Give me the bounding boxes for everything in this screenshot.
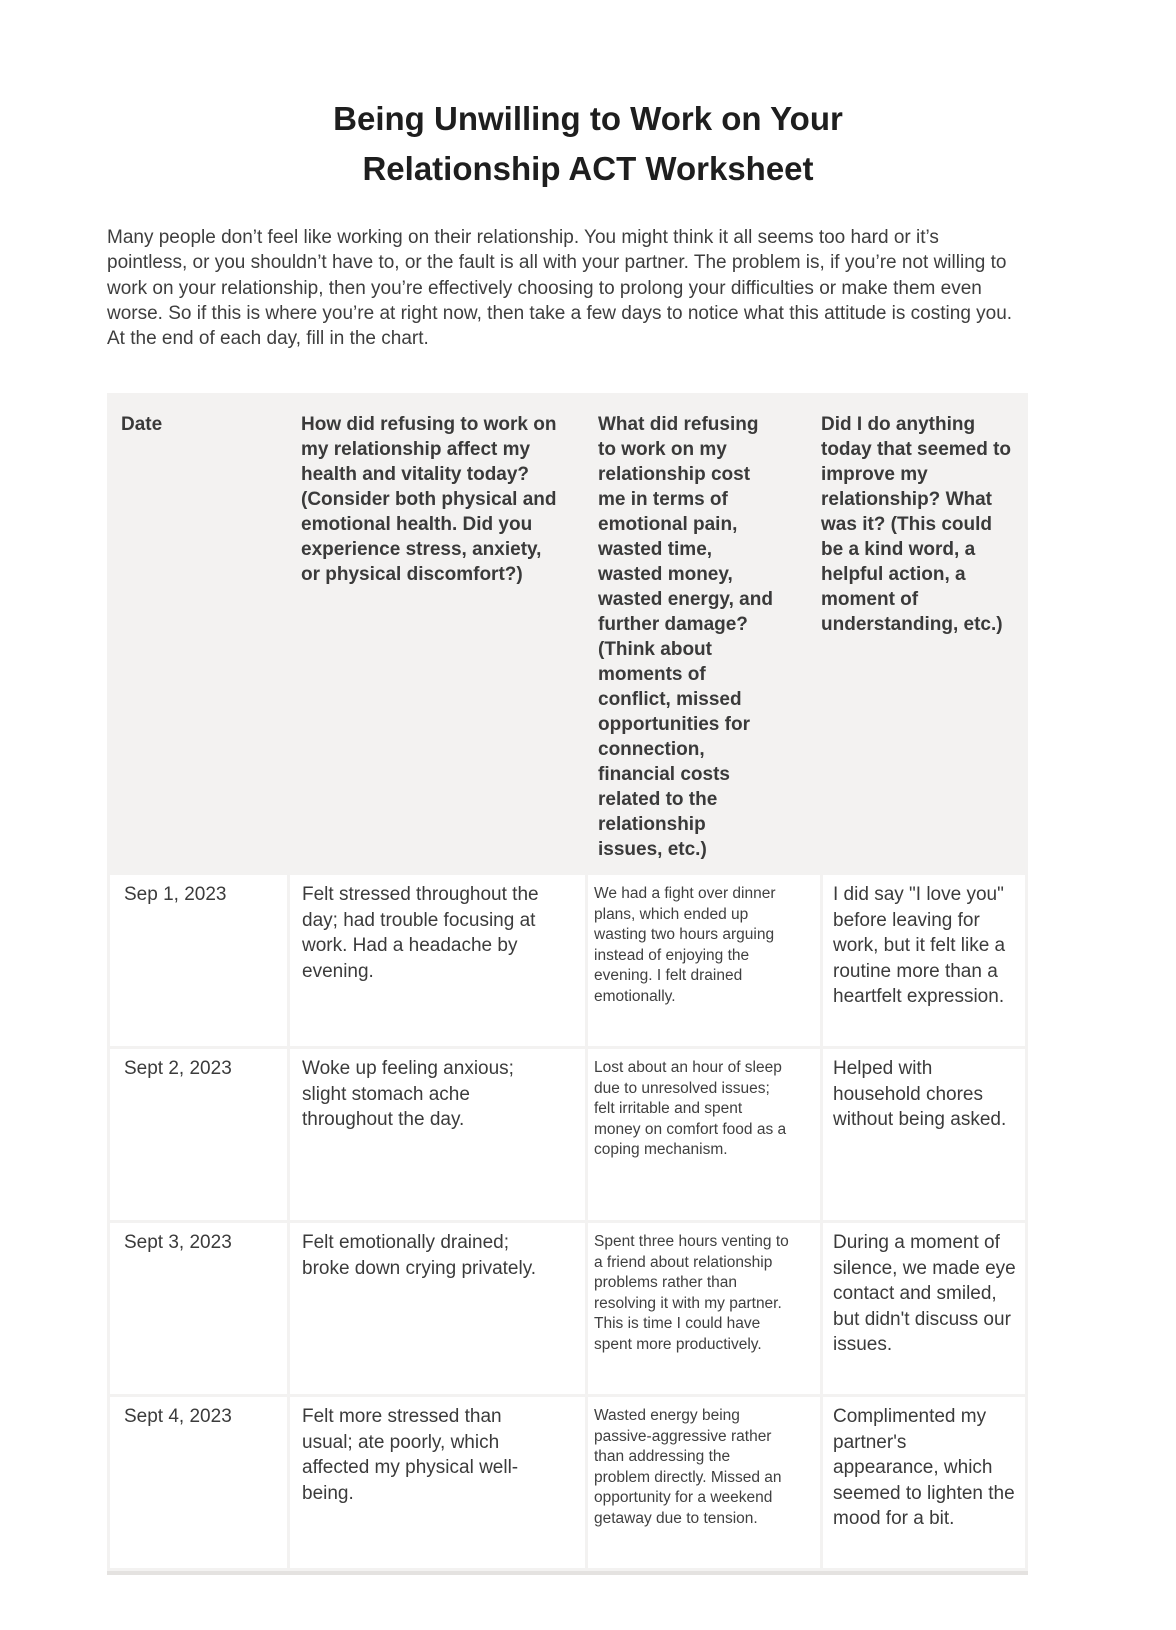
cell-date: Sept 2, 2023 [110,1049,287,1220]
cell-improve: I did say "I love you" before leaving for work, but it felt like a routine more than a heartfelt expression. [823,875,1025,1046]
cell-health: Felt more stressed than usual; ate poorly, which affected my physical well-being. [290,1397,585,1568]
table-row [110,875,1025,1046]
intro-paragraph: Many people don’t feel like working on their relationship. You might think it all seems too hard or it’s pointless, or you shouldn’t have to, or the fault is all with your partner. The problem is, if you’re not willing to work on your relationship, then you’re effectively choosing to prolong your difficulties or make them even worse. So if this is where you’re at right now, then take a few days to notice what this attitude is costing you. At the end of each day, fill in the chart. [107,227,1013,350]
table-row [110,1223,1025,1394]
cell-date: Sept 3, 2023 [110,1223,287,1394]
cell-date: Sept 4, 2023 [110,1397,287,1568]
cell-health: Woke up feeling anxious; slight stomach ache throughout the day. [290,1049,585,1220]
page-title-line-2: Relationship ACT Worksheet [362,150,814,187]
column-header-date: Date [121,414,163,435]
cell-improve: Helped with household chores without being asked. [823,1049,1025,1220]
column-header-improve: Did I do anything today that seemed to improve my relationship? What was it? (This could be a kind word, a helpful action, a moment of understanding, etc.) [821,414,1012,635]
column-header-health: How did refusing to work on my relationship affect my health and vitality today? (Consider both physical and emotional health. Did you experience stress, anxiety, or physical discomfort?) [301,414,557,585]
table-header-row [107,393,1028,872]
column-header-cost: What did refusing to work on my relationship cost me in terms of emotional pain, wasted time, wasted money, wasted energy, and further damage? (Think about moments of conflict, missed opportunities for connection, financial costs related to the relationship issues, etc.) [598,414,773,860]
table-row [110,1397,1025,1568]
table-row [110,1049,1025,1220]
cell-improve: Complimented my partner's appearance, which seemed to lighten the mood for a bit. [823,1397,1025,1568]
cell-cost: Lost about an hour of sleep due to unresolved issues; felt irritable and spent money on comfort food as a coping mechanism. [588,1049,820,1220]
cell-cost: Spent three hours venting to a friend about relationship problems rather than resolving it with my partner. This is time I could have spent more productively. [588,1223,820,1394]
cell-date: Sep 1, 2023 [110,875,287,1046]
cell-cost: Wasted energy being passive-aggressive rather than addressing the problem directly. Missed an opportunity for a weekend getaway due to tension. [588,1397,820,1568]
table-body [107,872,1028,1571]
cell-health: Felt emotionally drained; broke down crying privately. [290,1223,585,1394]
cell-cost: We had a fight over dinner plans, which ended up wasting two hours arguing instead of enjoying the evening. I felt drained emotionally. [588,875,820,1046]
cell-improve: During a moment of silence, we made eye contact and smiled, but didn't discuss our issues. [823,1223,1025,1394]
page-title-line-1: Being Unwilling to Work on Your [333,100,843,137]
page-title [0,94,1176,194]
cell-health: Felt stressed throughout the day; had trouble focusing at work. Had a headache by evening. [290,875,585,1046]
worksheet-table [107,393,1028,1575]
